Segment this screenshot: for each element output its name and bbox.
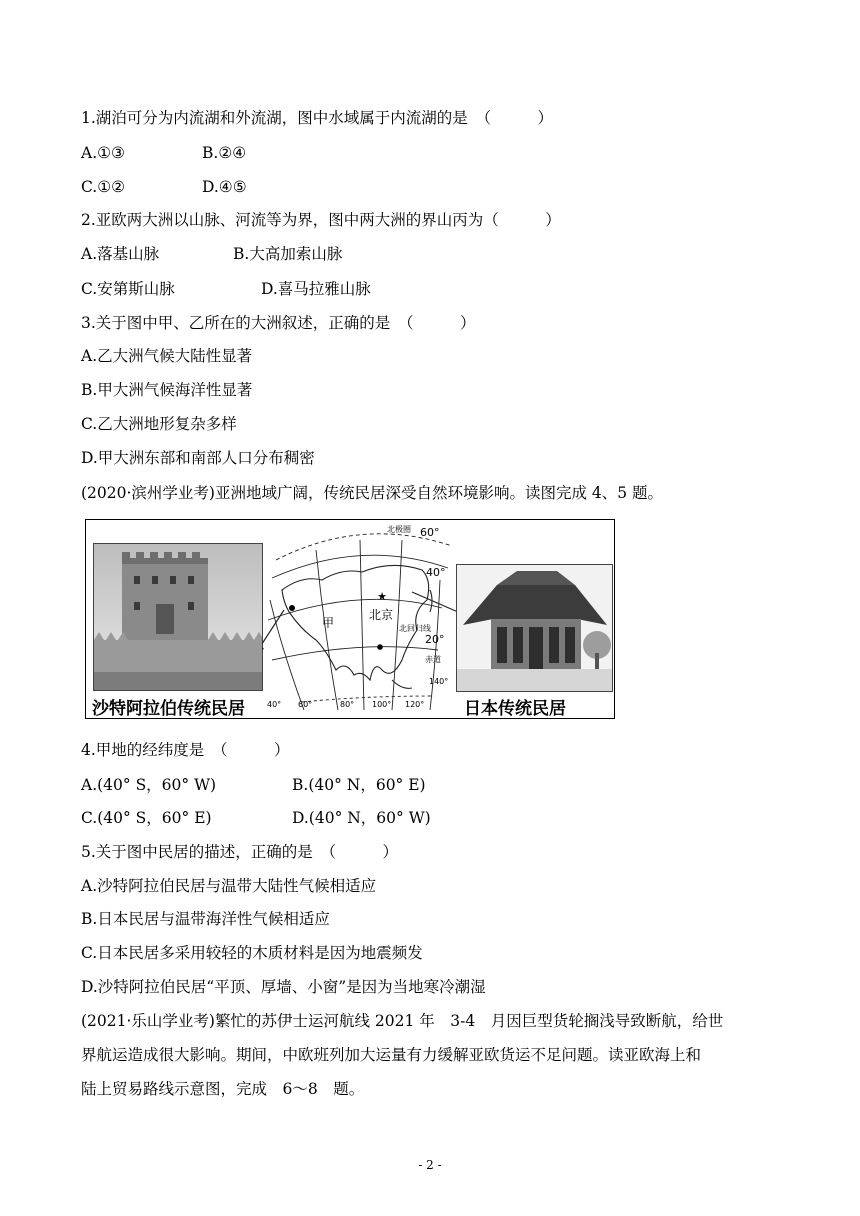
page-number: - 2 - xyxy=(418,1158,442,1172)
q2-options-row2 xyxy=(81,279,371,299)
q5-stem: 5.关于图中民居的描述，正确的是 （ ） xyxy=(81,843,399,861)
lon-tick-100: 100° xyxy=(372,700,392,709)
q5-option-a: A.沙特阿拉伯民居与温带大陆性气候相适应 xyxy=(81,877,377,895)
q3-option-d: D.甲大洲东部和南部人口分布稠密 xyxy=(81,449,315,467)
beijing-star-icon: ★ xyxy=(377,590,387,603)
q3-option-a: A.乙大洲气候大陆性显著 xyxy=(81,347,253,365)
q5-option-c: C.日本民居多采用较轻的木质材料是因为地震频发 xyxy=(81,944,423,962)
q1-stem: 1.湖泊可分为内流湖和外流湖，图中水域属于内流湖的是 （ ） xyxy=(81,109,554,127)
q2-option-d: D.喜马拉雅山脉 xyxy=(261,280,371,298)
lon-140-label: 140° xyxy=(429,677,449,686)
lon-tick-60: 60° xyxy=(298,700,313,709)
q2-option-b: B.大高加索山脉 xyxy=(233,245,343,263)
intro-6-8-line1: (2021·乐山学业考)繁忙的苏伊士运河航线 2021 年 3-4 月因巨型货轮搁浅导致断航，给世 xyxy=(81,1012,724,1030)
asia-map xyxy=(262,520,462,718)
q4-option-a: A.(40° S，60° W) xyxy=(81,776,217,794)
jia-point-marker xyxy=(289,605,295,611)
intro-6-8-line2: 界航运造成很大影响。期间，中欧班列加大运量有力缓解亚欧货运不足问题。读亚欧海上和 xyxy=(81,1046,702,1064)
q5-option-b: B.日本民居与温带海洋性气候相适应 xyxy=(81,910,330,928)
q1-options-row2 xyxy=(81,177,247,197)
intro-6-8-line3: 陆上贸易路线示意图，完成 6～8 题。 xyxy=(81,1080,365,1098)
lon-tick-120: 120° xyxy=(405,700,425,709)
q1-option-b: B.②④ xyxy=(202,144,247,162)
q2-options-row1 xyxy=(81,244,343,264)
left-photo-caption: 沙特阿拉伯传统民居 xyxy=(92,699,245,719)
arctic-circle-label: 北极圈 xyxy=(387,525,411,534)
q2-option-a: A.落基山脉 xyxy=(81,245,160,263)
q1-option-c: C.①② xyxy=(81,178,126,196)
q1-option-a: A.①③ xyxy=(81,144,125,162)
q4-options-row2 xyxy=(81,808,431,828)
lat-40-label: 40° xyxy=(426,566,446,579)
q1-options-row1 xyxy=(81,143,247,163)
q4-options-row1 xyxy=(81,775,426,795)
japan-house-point-marker xyxy=(377,644,383,650)
equator-label: 赤道 xyxy=(425,655,441,664)
q3-option-b: B.甲大洲气候海洋性显著 xyxy=(81,381,253,399)
asia-housing-figure xyxy=(85,519,615,719)
lon-tick-40: 40° xyxy=(267,700,282,709)
q2-option-c: C.安第斯山脉 xyxy=(81,280,175,298)
japan-house-photo xyxy=(456,564,613,692)
lat-60-label: 60° xyxy=(420,526,440,539)
q4-option-d: D.(40° N，60° W) xyxy=(292,809,431,827)
q1-option-d: D.④⑤ xyxy=(202,178,247,196)
lat-20-label: 20° xyxy=(425,633,445,646)
q4-option-b: B.(40° N，60° E) xyxy=(292,776,426,794)
lon-tick-80: 80° xyxy=(340,700,355,709)
q5-option-d: D.沙特阿拉伯民居“平顶、厚墙、小窗”是因为当地寒冷潮湿 xyxy=(81,978,486,996)
q3-stem: 3.关于图中甲、乙所在的大洲叙述，正确的是 （ ） xyxy=(81,314,476,332)
jia-label: 甲 xyxy=(322,616,335,630)
tropic-label: 北回归线 xyxy=(399,624,431,633)
q2-stem: 2.亚欧两大洲以山脉、河流等为界，图中两大洲的界山丙为（ ） xyxy=(81,211,561,229)
q4-stem: 4.甲地的经纬度是 （ ） xyxy=(81,741,290,759)
saudi-house-photo xyxy=(93,543,263,691)
q4-option-c: C.(40° S，60° E) xyxy=(81,809,212,827)
right-photo-caption: 日本传统民居 xyxy=(464,699,566,719)
intro-4-5: (2020·滨州学业考)亚洲地域广阔，传统民居深受自然环境影响。读图完成 4、5 题。 xyxy=(81,484,664,502)
beijing-label: 北京 xyxy=(369,608,394,622)
q3-option-c: C.乙大洲地形复杂多样 xyxy=(81,415,237,433)
